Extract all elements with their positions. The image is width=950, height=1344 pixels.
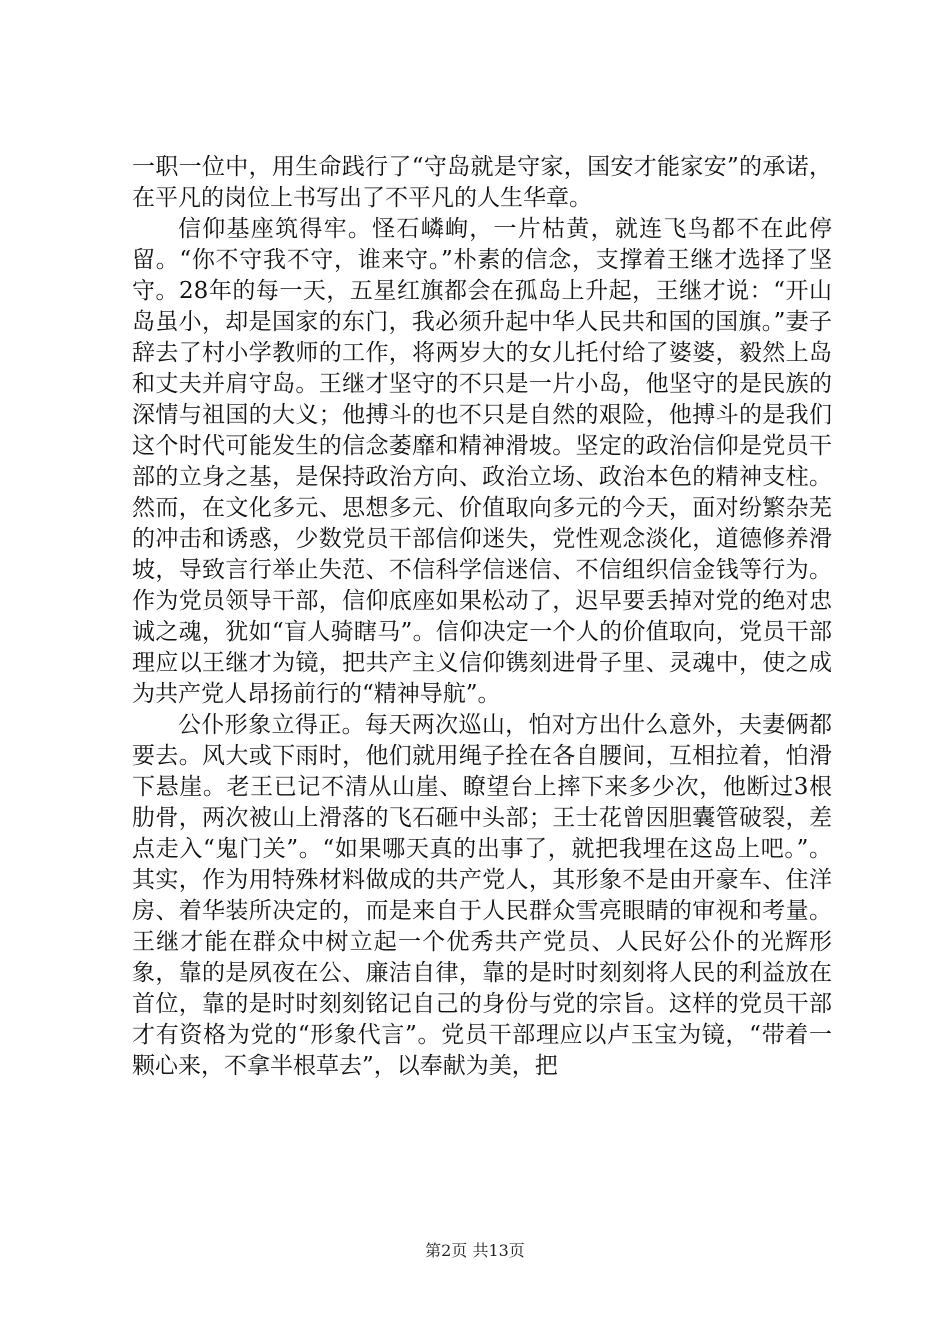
paragraph: 公仆形象立得正。每天两次巡山，怕对方出什么意外，夫妻俩都要去。风大或下雨时，他们就用绳子拴在各自腰间，互相拉着，怕滑下悬崖。老王已记不清从山崖、瞭望台上摔下来多少次，他断过3根肋骨，两次被山上滑落的飞石砸中头部；王士花曾因胆囊管破裂，差点走入“鬼门关”。“如果哪天真的出事了，就把我埋在这岛上吧。”。其实，作为用特殊材料做成的共产党人，其形象不是由开豪车、住洋房、着华装所决定的，而是来自于人民群众雪亮眼睛的审视和考量。王继才能在群众中树立起一个优秀共产党员、人民好公仆的光辉形象，靠的是夙夜在公、廉洁自律，靠的是时时刻刻将人民的利益放在首位，靠的是时时刻刻铭记自己的身份与党的宗旨。这样的党员干部才有资格为党的“形象代言”。党员干部理应以卢玉宝为镜，“带着一颗心来，不拿半根草去”，以奉献为美，把 [132,712,832,1079]
page-number-footer: 第2页 共13页 [425,1241,525,1260]
paragraph: 信仰基座筑得牢。怪石嶙峋，一片枯黄，就连飞鸟都不在此停留。“你不守我不守，谁来守。”朴素的信念，支撑着王继才选择了坚守。28年的每一天，五星红旗都会在孤岛上升起，王继才说：“开山岛虽小，却是国家的东门，我必须升起中华人民共和国的国旗。”妻子辞去了村小学教师的工作，将两岁大的女儿托付给了婆婆，毅然上岛和丈夫并肩守岛。王继才坚守的不只是一片小岛，他坚守的是民族的深情与祖国的大义；他搏斗的也不只是自然的艰险，他搏斗的是我们这个时代可能发生的信念萎靡和精神滑坡。坚定的政治信仰是党员干部的立身之基，是保持政治方向、政治立场、政治本色的精神支柱。然而，在文化多元、思想多元、价值取向多元的今天，面对纷繁杂芜的冲击和诱惑，少数党员干部信仰迷失，党性观念淡化，道德修养滑坡，导致言行举止失范、不信科学信迷信、不信组织信金钱等行为。作为党员领导干部，信仰底座如果松动了，迟早要丢掉对党的绝对忠诚之魂，犹如“盲人骑瞎马”。信仰决定一个人的价值取向，党员干部理应以王继才为镜，把共产主义信仰镌刻进骨子里、灵魂中，使之成为共产党人昂扬前行的“精神导航”。 [132,216,832,707]
document-body [132,152,832,1082]
paragraph: 一职一位中，用生命践行了“守岛就是守家，国安才能家安”的承诺，在平凡的岗位上书写出了不平凡的人生华章。 [132,154,832,211]
